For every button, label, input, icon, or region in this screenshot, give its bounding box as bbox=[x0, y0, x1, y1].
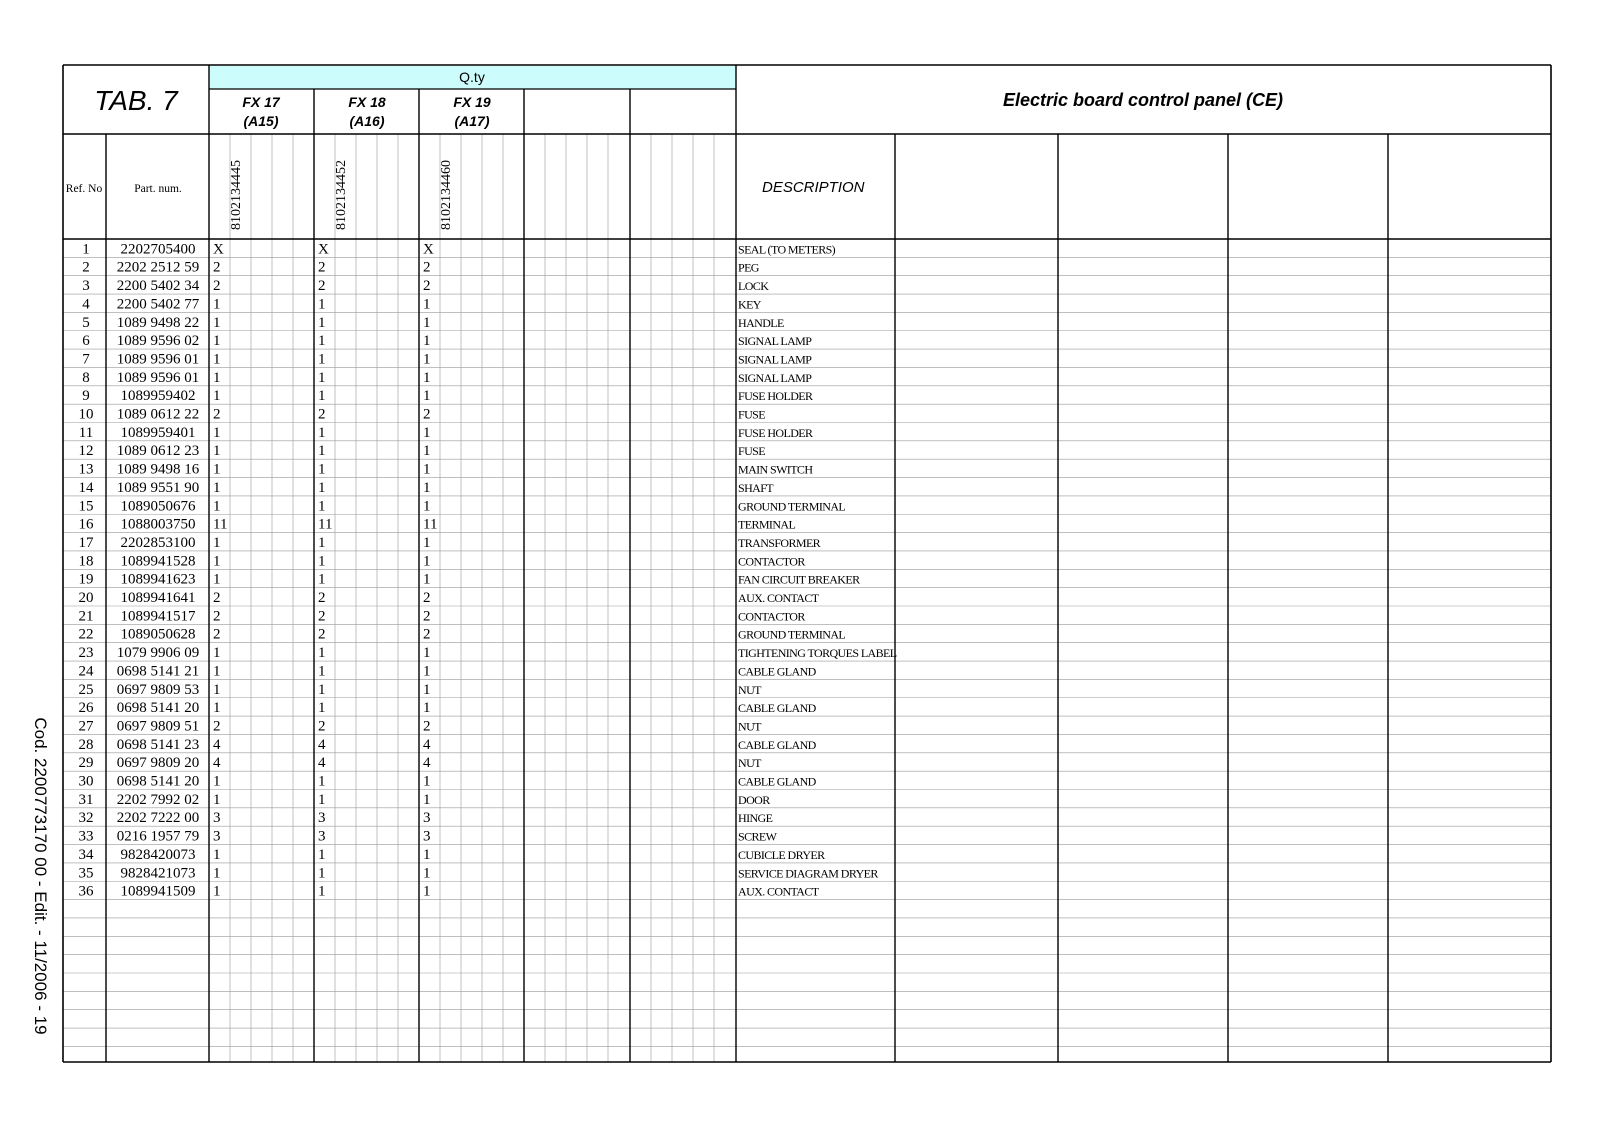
quantity-cell: 1 bbox=[423, 534, 431, 551]
description-cell: AUX. CONTACT bbox=[738, 884, 819, 899]
ref-no-cell: 10 bbox=[78, 406, 94, 423]
ref-no-cell: 12 bbox=[78, 443, 94, 460]
ref-no-cell: 22 bbox=[78, 626, 94, 643]
quantity-cell: 1 bbox=[423, 700, 431, 717]
ref-no-cell: 16 bbox=[78, 516, 94, 533]
ref-no-cell: 18 bbox=[78, 553, 94, 570]
ref-no-cell: 26 bbox=[78, 700, 94, 717]
quantity-cell: 1 bbox=[423, 333, 431, 350]
table-row bbox=[82, 351, 812, 367]
description-cell: TERMINAL bbox=[738, 517, 796, 532]
table-row bbox=[79, 535, 821, 551]
quantity-cell: X bbox=[318, 241, 329, 258]
quantity-cell: 3 bbox=[213, 810, 221, 827]
part-number-cell: 0697 9809 51 bbox=[116, 718, 200, 735]
description-cell: HANDLE bbox=[738, 315, 784, 330]
table-row bbox=[79, 645, 897, 661]
description-cell: DOOR bbox=[738, 792, 770, 807]
quantity-cell: 1 bbox=[213, 791, 221, 808]
part-number-cell: 2202 7222 00 bbox=[116, 810, 200, 827]
quantity-cell: 1 bbox=[213, 351, 221, 368]
part-number-cell: 2200 5402 77 bbox=[116, 296, 200, 313]
quantity-cell: 1 bbox=[423, 846, 431, 863]
quantity-cell: 1 bbox=[213, 498, 221, 515]
quantity-cell: 1 bbox=[423, 553, 431, 570]
part-number-cell: 1089 0612 22 bbox=[116, 406, 200, 423]
ref-no-cell: 34 bbox=[78, 846, 94, 863]
table-row bbox=[79, 774, 817, 790]
part-number-cell: 1089941517 bbox=[120, 608, 196, 625]
part-number-cell: 1089 9551 90 bbox=[116, 479, 200, 496]
quantity-cell: 2 bbox=[318, 406, 326, 423]
model-name-fx18: FX 18 bbox=[348, 94, 386, 110]
model-serial-fx17: 8102134445 bbox=[229, 160, 244, 230]
description-cell: FUSE bbox=[738, 407, 765, 422]
part-number-cell: 1079 9906 09 bbox=[116, 645, 200, 662]
qty-label: Q.ty bbox=[459, 69, 485, 85]
table-row bbox=[82, 241, 835, 257]
part-number-cell: 0698 5141 20 bbox=[116, 700, 200, 717]
quantity-cell: 2 bbox=[423, 590, 431, 606]
ref-no-cell: 21 bbox=[78, 608, 94, 625]
quantity-cell: 1 bbox=[318, 424, 326, 441]
quantity-cell: 1 bbox=[213, 681, 221, 698]
quantity-cell: 4 bbox=[423, 736, 431, 753]
table-row bbox=[79, 425, 813, 441]
description-cell: CONTACTOR bbox=[738, 554, 805, 569]
table-row bbox=[79, 792, 771, 808]
quantity-cell: 2 bbox=[318, 718, 326, 735]
quantity-cell: 2 bbox=[213, 590, 221, 606]
quantity-cell: 1 bbox=[318, 498, 326, 515]
description-cell: CABLE GLAND bbox=[738, 664, 816, 679]
quantity-cell: 3 bbox=[318, 810, 326, 827]
quantity-cell: 1 bbox=[318, 571, 326, 588]
quantity-cell: 1 bbox=[423, 369, 431, 386]
quantity-cell: 1 bbox=[423, 479, 431, 496]
description-cell: NUT bbox=[738, 756, 761, 771]
ref-no-cell: 32 bbox=[78, 810, 94, 827]
table-row bbox=[82, 333, 812, 349]
quantity-cell: 3 bbox=[318, 828, 326, 845]
quantity-cell: 1 bbox=[318, 883, 326, 900]
quantity-cell: 1 bbox=[318, 314, 326, 331]
description-cell: AUX. CONTACT bbox=[738, 591, 819, 605]
part-number-cell: 1089959402 bbox=[120, 388, 196, 405]
description-cell: SEAL (TO METERS) bbox=[738, 242, 836, 257]
quantity-cell: 1 bbox=[318, 791, 326, 808]
document-code: Cod. 2200773170 00 - Edit. - 11/2006 - 19 bbox=[31, 717, 50, 1035]
table-row bbox=[79, 627, 846, 643]
part-number-cell: 9828420073 bbox=[120, 846, 196, 863]
tab-label: TAB. 7 bbox=[94, 85, 178, 116]
ref-no-cell: 25 bbox=[78, 681, 94, 698]
ref-no-cell: 31 bbox=[78, 791, 94, 808]
ref-no-cell: 11 bbox=[78, 424, 94, 441]
quantity-cell: 3 bbox=[213, 828, 221, 845]
quantity-cell: 11 bbox=[423, 516, 438, 533]
quantity-cell: 1 bbox=[318, 333, 326, 350]
ref-no-cell: 3 bbox=[82, 278, 90, 295]
quantity-cell: 1 bbox=[213, 846, 221, 863]
part-number-cell: 2202 2512 59 bbox=[116, 259, 200, 276]
part-number-cell: 1089050628 bbox=[120, 626, 196, 643]
description-cell: MAIN SWITCH bbox=[738, 462, 813, 477]
table-row bbox=[82, 260, 760, 276]
ref-no-cell: 35 bbox=[78, 865, 94, 882]
description-cell: FAN CIRCUIT BREAKER bbox=[738, 572, 860, 587]
quantity-cell: 1 bbox=[213, 479, 221, 496]
quantity-cell: 1 bbox=[213, 369, 221, 386]
description-cell: GROUND TERMINAL bbox=[738, 499, 846, 514]
description-cell: FUSE HOLDER bbox=[738, 425, 813, 440]
part-number-cell: 1089050676 bbox=[120, 498, 196, 515]
part-number-cell: 1089 0612 23 bbox=[116, 443, 200, 460]
table-row bbox=[79, 847, 826, 863]
quantity-cell: X bbox=[213, 241, 224, 258]
ref-no-cell: 4 bbox=[82, 296, 90, 313]
table-row bbox=[79, 590, 820, 606]
table-row bbox=[79, 829, 778, 845]
table-row bbox=[79, 737, 817, 753]
model-code-fx17: (A15) bbox=[243, 113, 279, 129]
description-cell: SCREW bbox=[738, 829, 777, 844]
ref-no-cell: 13 bbox=[78, 461, 94, 478]
description-header: DESCRIPTION bbox=[762, 179, 865, 196]
description-cell: TRANSFORMER bbox=[738, 535, 821, 550]
quantity-cell: 2 bbox=[318, 590, 326, 606]
quantity-cell: 2 bbox=[423, 278, 431, 295]
quantity-cell: 1 bbox=[423, 681, 431, 698]
quantity-cell: 1 bbox=[318, 681, 326, 698]
description-cell: PEG bbox=[738, 260, 759, 275]
description-cell: SHAFT bbox=[738, 480, 774, 495]
table-row bbox=[79, 553, 806, 569]
ref-no-cell: 8 bbox=[82, 369, 90, 386]
quantity-cell: 4 bbox=[318, 736, 326, 753]
description-cell: FUSE bbox=[738, 444, 765, 459]
ref-no-cell: 30 bbox=[78, 773, 94, 790]
quantity-cell: 1 bbox=[213, 388, 221, 405]
table-row bbox=[82, 315, 784, 331]
part-number-cell: 1089941509 bbox=[120, 883, 196, 900]
ref-no-cell: 33 bbox=[78, 828, 94, 845]
quantity-cell: 4 bbox=[318, 755, 326, 772]
description-cell: CUBICLE DRYER bbox=[738, 847, 825, 862]
quantity-cell: X bbox=[423, 241, 434, 258]
table-row bbox=[79, 608, 806, 624]
quantity-cell: 2 bbox=[318, 278, 326, 295]
quantity-cell: 2 bbox=[423, 718, 431, 735]
model-code-fx19: (A17) bbox=[454, 113, 490, 129]
quantity-cell: 4 bbox=[423, 755, 431, 772]
quantity-cell: 1 bbox=[213, 645, 221, 662]
model-serial-fx19: 8102134460 bbox=[439, 160, 454, 230]
part-number-cell: 1089 9498 22 bbox=[116, 314, 200, 331]
frame-lines bbox=[63, 65, 1551, 1062]
quantity-cell: 1 bbox=[423, 663, 431, 680]
quantity-cell: 1 bbox=[213, 333, 221, 350]
part-number-cell: 1089959401 bbox=[120, 424, 196, 441]
quantity-cell: 1 bbox=[213, 571, 221, 588]
part-number-cell: 1089941641 bbox=[120, 590, 196, 606]
table-row bbox=[79, 407, 766, 423]
description-cell: CABLE GLAND bbox=[738, 737, 816, 752]
quantity-cell: 1 bbox=[423, 791, 431, 808]
quantity-cell: 11 bbox=[318, 516, 333, 533]
quantity-cell: 1 bbox=[423, 296, 431, 313]
table-row bbox=[79, 810, 773, 826]
table-row bbox=[79, 884, 820, 900]
quantity-cell: 1 bbox=[318, 296, 326, 313]
ref-no-cell: 20 bbox=[78, 590, 94, 606]
ref-no-cell: 27 bbox=[78, 718, 94, 735]
part-num-header: Part. num. bbox=[134, 183, 182, 195]
part-number-cell: 1089 9498 16 bbox=[116, 461, 200, 478]
quantity-cell: 3 bbox=[423, 810, 431, 827]
part-number-cell: 0216 1957 79 bbox=[116, 828, 200, 845]
description-cell: NUT bbox=[738, 719, 761, 734]
part-number-cell: 1088003750 bbox=[120, 516, 196, 533]
ref-no-cell: 19 bbox=[78, 571, 94, 588]
quantity-cell: 1 bbox=[213, 700, 221, 717]
quantity-cell: 4 bbox=[213, 755, 221, 772]
ref-no-header: Ref. No bbox=[65, 183, 103, 195]
page-title: Electric board control panel (CE) bbox=[1002, 90, 1284, 110]
model-code-fx18: (A16) bbox=[349, 113, 385, 129]
quantity-cell: 1 bbox=[423, 883, 431, 900]
quantity-cell: 2 bbox=[318, 626, 326, 643]
quantity-cell: 1 bbox=[318, 388, 326, 405]
table-row bbox=[82, 296, 762, 312]
model-name-fx19: FX 19 bbox=[453, 94, 491, 110]
table-row bbox=[79, 517, 796, 533]
quantity-cell: 1 bbox=[423, 498, 431, 515]
quantity-cell: 2 bbox=[423, 608, 431, 625]
quantity-cell: 1 bbox=[213, 424, 221, 441]
description-cell: FUSE HOLDER bbox=[738, 389, 813, 404]
quantity-cell: 1 bbox=[213, 534, 221, 551]
quantity-cell: 1 bbox=[318, 700, 326, 717]
part-number-cell: 0698 5141 23 bbox=[116, 736, 200, 753]
quantity-cell: 1 bbox=[423, 461, 431, 478]
quantity-cell: 1 bbox=[423, 424, 431, 441]
table-row bbox=[82, 278, 769, 294]
part-number-cell: 1089 9596 01 bbox=[116, 351, 200, 368]
ref-no-cell: 5 bbox=[82, 314, 90, 331]
quantity-cell: 2 bbox=[423, 626, 431, 643]
description-cell: CONTACTOR bbox=[738, 609, 805, 624]
ref-no-cell: 2 bbox=[82, 259, 90, 276]
table-row bbox=[79, 480, 775, 496]
quantity-cell: 1 bbox=[318, 479, 326, 496]
quantity-cell: 2 bbox=[423, 259, 431, 276]
quantity-cell: 1 bbox=[423, 443, 431, 460]
table-row bbox=[79, 443, 766, 459]
quantity-cell: 1 bbox=[213, 883, 221, 900]
quantity-cell: 1 bbox=[213, 773, 221, 790]
table-row bbox=[79, 700, 817, 716]
description-cell: LOCK bbox=[738, 279, 769, 294]
part-number-cell: 1089941623 bbox=[120, 571, 196, 588]
quantity-cell: 1 bbox=[318, 553, 326, 570]
model-serial-fx18: 8102134452 bbox=[334, 160, 349, 230]
part-number-cell: 0697 9809 20 bbox=[116, 755, 200, 772]
table-row bbox=[82, 370, 812, 386]
quantity-cell: 1 bbox=[423, 865, 431, 882]
description-cell: GROUND TERMINAL bbox=[738, 627, 846, 642]
quantity-cell: 2 bbox=[213, 608, 221, 625]
description-cell: SIGNAL LAMP bbox=[738, 352, 812, 367]
description-cell: SERVICE DIAGRAM DRYER bbox=[738, 866, 878, 881]
ref-no-cell: 29 bbox=[78, 755, 94, 772]
table-row bbox=[82, 388, 813, 404]
ref-no-cell: 23 bbox=[78, 645, 94, 662]
table-row bbox=[79, 865, 879, 881]
quantity-cell: 1 bbox=[318, 645, 326, 662]
part-number-cell: 2202 7992 02 bbox=[116, 791, 200, 808]
quantity-cell: 1 bbox=[318, 534, 326, 551]
quantity-cell: 1 bbox=[213, 461, 221, 478]
part-number-cell: 9828421073 bbox=[120, 865, 196, 882]
part-number-cell: 1089941528 bbox=[120, 553, 196, 570]
quantity-cell: 1 bbox=[423, 571, 431, 588]
part-number-cell: 2202705400 bbox=[120, 241, 196, 258]
quantity-cell: 1 bbox=[318, 846, 326, 863]
description-cell: TIGHTENING TORQUES LABEL bbox=[738, 646, 897, 661]
quantity-cell: 2 bbox=[213, 406, 221, 423]
quantity-cell: 1 bbox=[213, 553, 221, 570]
quantity-cell: 1 bbox=[423, 314, 431, 331]
part-number-cell: 2200 5402 34 bbox=[116, 278, 200, 295]
ref-no-cell: 14 bbox=[78, 479, 94, 496]
quantity-cell: 3 bbox=[423, 828, 431, 845]
quantity-cell: 1 bbox=[213, 314, 221, 331]
part-number-cell: 1089 9596 02 bbox=[116, 333, 200, 350]
quantity-cell: 2 bbox=[423, 406, 431, 423]
quantity-cell: 1 bbox=[423, 773, 431, 790]
description-cell: SIGNAL LAMP bbox=[738, 334, 812, 349]
part-number-cell: 0697 9809 53 bbox=[116, 681, 200, 698]
quantity-cell: 1 bbox=[318, 773, 326, 790]
quantity-cell: 1 bbox=[423, 388, 431, 405]
description-cell: NUT bbox=[738, 682, 761, 697]
table-row bbox=[79, 755, 763, 771]
description-cell: KEY bbox=[738, 297, 761, 312]
parts-rows bbox=[79, 241, 897, 899]
quantity-cell: 2 bbox=[213, 718, 221, 735]
description-cell: CABLE GLAND bbox=[738, 701, 816, 716]
quantity-cell: 2 bbox=[213, 278, 221, 295]
table-row bbox=[79, 663, 817, 679]
ref-no-cell: 15 bbox=[78, 498, 94, 515]
table-row bbox=[79, 718, 763, 734]
part-number-cell: 2202853100 bbox=[120, 534, 196, 551]
quantity-cell: 2 bbox=[318, 608, 326, 625]
quantity-cell: 2 bbox=[213, 626, 221, 643]
quantity-cell: 1 bbox=[318, 369, 326, 386]
quantity-cell: 1 bbox=[423, 645, 431, 662]
ref-no-cell: 9 bbox=[82, 388, 90, 405]
ref-no-cell: 6 bbox=[82, 333, 90, 350]
quantity-cell: 1 bbox=[213, 443, 221, 460]
quantity-cell: 1 bbox=[213, 865, 221, 882]
description-cell: CABLE GLAND bbox=[738, 774, 816, 789]
table-row bbox=[79, 682, 763, 698]
part-number-cell: 1089 9596 01 bbox=[116, 369, 200, 386]
quantity-cell: 1 bbox=[318, 663, 326, 680]
part-number-cell: 0698 5141 21 bbox=[116, 663, 200, 680]
quantity-cell: 1 bbox=[318, 351, 326, 368]
quantity-cell: 1 bbox=[213, 296, 221, 313]
quantity-cell: 4 bbox=[213, 736, 221, 753]
ref-no-cell: 1 bbox=[82, 241, 90, 258]
quantity-cell: 1 bbox=[318, 443, 326, 460]
ref-no-cell: 7 bbox=[82, 351, 90, 368]
quantity-cell: 1 bbox=[423, 351, 431, 368]
quantity-cell: 2 bbox=[318, 259, 326, 276]
quantity-cell: 1 bbox=[318, 461, 326, 478]
model-name-fx17: FX 17 bbox=[242, 94, 280, 110]
quantity-cell: 11 bbox=[213, 516, 228, 533]
table-row bbox=[79, 462, 814, 478]
ref-no-cell: 17 bbox=[78, 534, 94, 551]
description-cell: HINGE bbox=[738, 811, 773, 826]
ref-no-cell: 36 bbox=[78, 883, 94, 900]
quantity-cell: 1 bbox=[318, 865, 326, 882]
part-number-cell: 0698 5141 20 bbox=[116, 773, 200, 790]
ref-no-cell: 28 bbox=[78, 736, 94, 753]
description-cell: SIGNAL LAMP bbox=[738, 370, 812, 385]
quantity-cell: 2 bbox=[213, 259, 221, 276]
table-row bbox=[79, 572, 861, 588]
ref-no-cell: 24 bbox=[78, 663, 94, 680]
table-row bbox=[79, 498, 846, 514]
quantity-cell: 1 bbox=[213, 663, 221, 680]
